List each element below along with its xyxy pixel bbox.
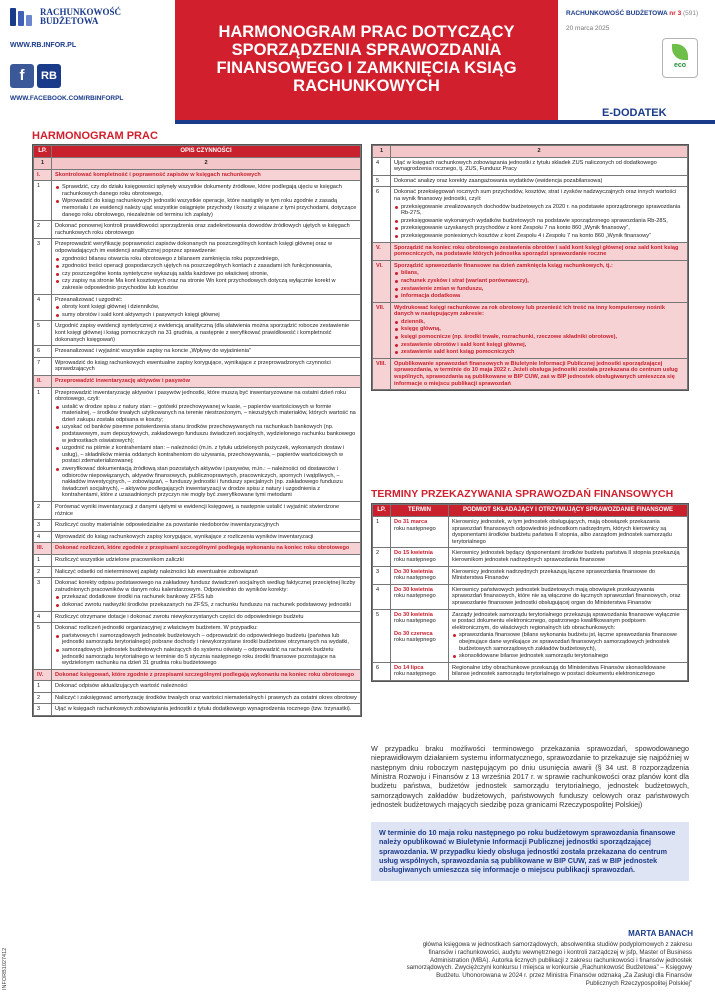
row-text: Wydrukować księgi rachunkowe za rok obrotowy lub przenieść ich treść na inny komputerowy nośnik danych w następującym zakresie: (394, 304, 665, 318)
bullet-item: skonsolidowane bilanse jednostek samorządu terytorialnego (452, 653, 684, 660)
leaf-icon (672, 44, 688, 60)
issue-number: nr 3 (669, 10, 682, 17)
col-number-2: 2 (52, 158, 361, 170)
row-lp: 3 (34, 239, 52, 294)
row-text-cell (52, 704, 361, 716)
termin-date: Do 30 kwietnia (394, 611, 433, 618)
terminy-body (373, 517, 688, 681)
row-text-cell (52, 669, 361, 681)
row-text-cell (52, 346, 361, 358)
row-lp: IV. (34, 669, 52, 681)
row-lp: 3 (34, 520, 52, 532)
row-termin (391, 609, 449, 662)
table-row (34, 704, 361, 716)
article-paragraph: W przypadku braku możliwości terminowego przekazania sprawozdań, spowodowanego nieprawidłowym działaniem systemu informatycznego, sprawozdanie to przekazuje się najpóźniej w następnym dniu roboczym następującym po dniu usunięcia awarii (§ 34 ust. 8 rozporządzenia Ministra Rozwoju i Finansów z 13 września 2017 r. w sprawie rachunkowości oraz planów kont dla budżetu państwa, budżetów jednostek samorządu terytorialnego, jednostek budżetowych, samorządowych zakładów budżetowych, państwowych funduszy celowych oraz państwowych jednostek budżetowych mających siedzibę poza granicami Rzeczypospolitej Polskiej) (371, 744, 689, 810)
row-text: Przeanalizować i wyjaśnić wszystkie zapisy na koncie „Wpływy do wyjaśnienia” (55, 348, 251, 355)
row-text-cell (52, 321, 361, 346)
row-lp: 4 (373, 584, 391, 609)
row-text-cell (52, 531, 361, 543)
bullet-item: samorządowych jednostek budżetowych należących do systemu oświaty – odprowadzić na rachunek budżetu jednostki samorządu terytorialnego w terminie do 5 stycznia następnego roku środki finansowe pozostające na wydzielonym rachunku na dzień 31 grudnia roku budżetowego (55, 647, 357, 667)
row-text: Dokonać rozliczeń jednostki organizacyjnej z właściwym budżetem. W przypadku: (55, 625, 258, 632)
harmonogram-left-body (34, 169, 361, 715)
row-lp: 3 (34, 578, 52, 611)
bullet-item: Wprowadzić do ksiąg rachunkowych jednostki wszystkie operacje, które nastąpiły w tym roku zgodnie z zasadą memoriału i ze ewidencji należy ująć wszystkie osiągnięte przychody i koszty z wiązane z tymi przychodami, dotyczące danego roku obrotowego, niezależnie od terminu ich zapłaty) (55, 198, 357, 218)
row-text: Sporządzić na koniec roku obrotowego zestawienia obrotów i sald kont księgi głównej oraz sald kont ksiąg pomocniczych, na podstawie których jednostka sporządzi sprawozdanie roczne (394, 244, 679, 258)
section-row (34, 169, 361, 181)
bullet-item: państwowych i samorządowych jednostek budżetowych – odprowadzić do odpowiedniego budżetu (państwa lub jednostki samorządu terytorialnego) pobrane dochody i niewykorzystane środki budżetowe otrzymanych na wydatki, (55, 633, 357, 646)
author-name: MARTA BANACH (628, 929, 693, 938)
row-text-cell (449, 609, 688, 662)
bullet-item: zweryfikować dokumentacją źródłową stan pozostałych aktywów i pasywów, m.in.: – należności od dostawców i odbiorców niepowiązanych, aktywów finansowych, publicznoprawnych, pracowniczych, spornych i wątpliwych, – nakładów inwestycyjnych, – zobowiązań, – funduszy jednostki i funduszy specjalnych (np. zakładowego funduszu świadczeń socjalnych), – aktywów podlegających inwentaryzacji w drodze spisu z natury i uzgodnienia z kontrahentami, które z uzasadnionych przyczyn nie mogły być zweryfikowane tymi metodami (55, 466, 357, 499)
row-lp: 6 (34, 346, 52, 358)
row-termin (391, 548, 449, 566)
issue-name: RACHUNKOWOŚĆ BUDŻETOWA (566, 10, 668, 17)
social-icons (10, 64, 61, 88)
row-text: Kierownicy jednostek będący dysponentami środków budżetu państwa II stopnia przekazują kierownikom jednostek nadrzędnych sprawozdania finansowe (452, 550, 680, 564)
row-text: Dokonać korekty odpisu podstawowego na zakładowy fundusz świadczeń socjalnych według faktycznej przeciętnej liczby zatrudnionych pracowników w danym roku kalendarzowym. Odpowiednio do wyników korekty: (55, 580, 356, 593)
section-row (34, 669, 361, 681)
row-lp: 2 (34, 566, 52, 578)
termin-date: Do 15 kwietnia (394, 550, 433, 557)
terminy-col-termin: TERMIN (391, 505, 449, 517)
bullet-item: dziennik, (394, 319, 684, 326)
section-row (373, 242, 688, 260)
row-text-cell (52, 566, 361, 578)
bullet-item: księgi pomocnicze (np. środki trwałe, rozrachunki, rzeczowe składniki obrotowe), (394, 334, 684, 341)
bullet-item: uzgodnić na piśmie z kontrahentami stan: – należności (m.in. z tytułu udzielonych pożyczek, wykonanych dostaw i usług), – składników mienia oddanych kontrahentom do używania, przechowywania, – papierów wartościowych w postaci zdematerializowanej; (55, 445, 357, 465)
table-row (34, 623, 361, 670)
row-lp: 4 (34, 611, 52, 623)
issue-date: 20 marca 2025 (566, 25, 610, 32)
termin-note: roku następnego (394, 575, 436, 582)
table-row (34, 531, 361, 543)
row-lp: 5 (373, 175, 391, 187)
row-text: Wprowadzić do ksiąg rachunkowych zapisy korygujące, wynikające z rozliczenia wyników inwentaryzacji (55, 533, 314, 540)
eco-badge (662, 38, 698, 78)
facebook-icon[interactable]: f (10, 64, 34, 88)
row-text: Ująć w księgach rachunkowych zobowiązania jednostki z tytułu dodatkowego wynagrodzenia rocznego (tzw. trzynastki). (55, 706, 352, 713)
terminy-table (371, 503, 689, 682)
row-lp: 3 (34, 704, 52, 716)
bullet-item: sumy obrotów i sald kont aktywnych i pasywnych księgi głównej (55, 312, 357, 319)
bullet-item: sprawozdania finansowe (bilans wykonania budżetu jst, łączne sprawozdania finansowe obejmujące dane wynikające ze sprawozdań finansowych samorządowych jednostek budżetowych samorządowych zakładów budżetowych), (452, 632, 684, 652)
table-row (34, 681, 361, 693)
row-text: Rozliczyć otrzymane dotacje i dokonać zwrotu niewykorzystanych części do odpowiedniego budżetu (55, 613, 304, 620)
bullet-item: obroty kont księgi głównej i dzienników, (55, 304, 357, 311)
termin-date-2: Do 30 czerwca (394, 630, 433, 637)
table-row (34, 520, 361, 532)
bullet-item: dokonać zwrotu nadwyżki środków przekazanych na ZFŚS, z rachunku funduszu na rachunek podstawowy jednostki (55, 602, 357, 609)
bullet-item: ustalić w drodze spisu z natury stan: – gotówki przechowywanej w kasie, – papierów wartościowych w formie materialnej, – środków trwałych użytkowanych na terenie niestrzeżonym, – niezużytych materiałów, których wartość na dzień zakupu została odpisana w koszty; (55, 404, 357, 424)
table-row (34, 387, 361, 502)
row-text-cell (52, 520, 361, 532)
row-text: Dokonać ponownej kontroli prawidłowości sporządzenia oraz zadekretowania dowodów źródłowych ujętych w księgach rachunkowych roku obrotowego (55, 223, 350, 236)
bullet-item: przeksięgowanie poniesionych kosztów z kont Zespołu 4 i Zespołu 7 na konto 860 „Wynik finansowy” (394, 233, 684, 240)
issue-sub: (591) (683, 10, 699, 17)
bullet-item: przekazać dodatkowe środki na rachunek bankowy ZFŚS lub (55, 594, 357, 601)
section-row (34, 375, 361, 387)
table-row (373, 187, 688, 242)
row-text-cell (52, 239, 361, 294)
row-text: Dokonać odpisów aktualizujących wartość należności (55, 683, 188, 690)
table-row (34, 357, 361, 375)
row-text: Dokonać rozliczeń, które zgodnie z przepisami szczególnymi podlegają wykonaniu na koniec roku obrotowego (55, 545, 350, 552)
bullet-item: zgodności treści operacji gospodarczych ujętych na poszczególnych kontach z zasadami ich funkcjonowania, (55, 263, 357, 270)
row-text-cell (449, 662, 688, 680)
row-lp: VII. (373, 302, 391, 358)
termin-note-2: roku następnego (394, 637, 436, 644)
row-lp: I. (34, 169, 52, 181)
table-row (373, 548, 688, 566)
row-lp: 4 (373, 157, 391, 175)
row-lp: 1 (34, 387, 52, 502)
author-bio: główna księgowa w jednostkach samorządowych, absolwentka studiów podyplomowych z zakresu finansów i rachunkowości, audytu wewnętrznego i kontroli zarządczej w jsfp, Master of Business Administration (MBA). Autorka licznych publikacji z zakresu rachunkowości i finansów jednostek samorządowych. Zwyciężczyni konkursu I miejsca w konkursie „Rachunkowość Budżetowa” – Księgowy Budżetu. Uhonorowana w 2024 r. przez Ministra Finansów odznaką „Za Zasługi dla Finansów Publicznych Rzeczypospolitej Polskiej” (406, 941, 692, 987)
row-text: Przeprowadzić weryfikację poprawności zapisów dokonanych na poszczególnych kontach księgi głównej oraz w odpowiadających im ewidencji analitycznej poprzez sprawdzenie: (55, 241, 333, 255)
row-text-cell (52, 181, 361, 221)
termin-date: Do 30 kwietnia (394, 586, 433, 593)
terminy-col-podmiot: PODMIOT SKŁADAJĄCY I OTRZYMUJĄCY SPRAWOZDANIE FINANSOWE (449, 505, 688, 517)
row-termin (391, 662, 449, 680)
row-text-cell (449, 566, 688, 584)
issue-info (558, 0, 715, 120)
row-text-cell (52, 375, 361, 387)
section-row (373, 358, 688, 389)
edition-label: E-DODATEK (602, 107, 667, 119)
row-text-cell (52, 221, 361, 239)
bullet-item: zestawienie zmian w funduszu, (394, 286, 684, 293)
title-banner (175, 0, 558, 120)
bullet-item: zestawienie obrotów i sald kont księgi głównej, (394, 342, 684, 349)
row-lp: 1 (34, 681, 52, 693)
row-text: Rozliczyć wszystkie udzielone pracownikom zaliczki (55, 556, 184, 563)
row-text-cell (449, 517, 688, 548)
row-text: Uzgodnić zapisy ewidencji syntetycznej z ewidencją analityczną (dla ułatwienia można sporządzić robocze zestawienie kont księgi głównej i ksiąg pomocniczych na 31 grudnia, a następnie z weryfikować prawidłowość i kompletność dokonanych księgowań) (55, 323, 350, 343)
row-text: Regionalne izby obrachunkowe przekazują do Ministerstwa Finansów skonsolidowane bilanse jednostek samorządu terytorialnego w postaci dokumentu elektronicznego (452, 664, 666, 678)
site-url-link[interactable]: WWW.RB.INFOR.PL (10, 42, 77, 49)
table-row (34, 502, 361, 520)
table-row (34, 321, 361, 346)
row-text-cell (52, 692, 361, 704)
table-row (373, 175, 688, 187)
row-text: Kierownicy jednostek nadrzędnych przekazują łączne sprawozdania finansowe do Ministerstwa Finansów (452, 568, 656, 582)
row-text: Kierownicy państwowych jednostek budżetowych mają obowiązek przekazywania sprawozdań finansowych, które nie są włączone do łącznych sprawozdań finansowych, oraz sprawozdanie finansowe jednostki obsługującej organ do Ministerstwa Finansów (452, 586, 681, 607)
side-code: INFORB1027412 (2, 947, 8, 990)
issue-label (566, 10, 698, 18)
bullet-item: bilans, (394, 270, 684, 277)
termin-date: Do 31 marca (394, 519, 428, 526)
row-text: Porównać wyniki inwentaryzacji z danymi ujętymi w ewidencji księgowej, a następnie ustalić i wyjaśnić stwierdzone różnice (55, 504, 340, 517)
row-text-cell (52, 502, 361, 520)
rb-social-icon[interactable]: RB (37, 64, 61, 88)
row-text-cell (52, 357, 361, 375)
row-text-cell (52, 169, 361, 181)
harmonogram-right-body (373, 157, 688, 390)
row-text-cell (52, 387, 361, 502)
table-row (34, 181, 361, 221)
header-stripe (175, 120, 715, 124)
row-lp: 1 (34, 181, 52, 221)
row-termin (391, 517, 449, 548)
row-text-cell (52, 681, 361, 693)
bullet-item: rachunek zysków i strat (wariant porównawczy), (394, 278, 684, 285)
row-lp: 3 (373, 566, 391, 584)
row-lp: 1 (34, 554, 52, 566)
table-row (34, 294, 361, 321)
row-text: Sporządzić sprawozdanie finansowe na dzień zamknięcia ksiąg rachunkowych, tj.: (394, 262, 613, 269)
section-row (373, 260, 688, 302)
section-row (34, 543, 361, 555)
table-row (34, 554, 361, 566)
col-opis-header: OPIS CZYNNOŚCI (52, 146, 361, 158)
bullet-item: zgodności bilansu otwarcia roku obrotowego z bilansem zamknięcia roku poprzedniego, (55, 256, 357, 263)
row-text-cell (391, 242, 688, 260)
row-text-cell (52, 578, 361, 611)
row-termin (391, 566, 449, 584)
row-text: Kierownicy jednostek, w tym jednostek obsługujących, mają obowiązek przekazania sprawozdań finansowych odpowiednio jednostkom nadrzędnym, których kierownicy są dysponentami środków budżetu państwa II stopnia, albo zarządom jednostek samorządu terytorialnego (452, 519, 672, 545)
termin-note: roku następnego (394, 671, 436, 678)
row-lp: 4 (34, 294, 52, 321)
table-row (34, 221, 361, 239)
bullet-item: czy zapisy na stronie Ma kont kosztowych oraz na stronie Wn kont przychodowych dotyczą wyłącznie korekt w zakresie odpowiednio przychodów lub kosztów (55, 278, 357, 291)
facebook-url-link[interactable]: WWW.FACEBOOK.COM/RBINFORPL (10, 95, 124, 102)
row-lp: 2 (373, 548, 391, 566)
row-text-cell (52, 554, 361, 566)
logo-line1: RACHUNKOWOŚĆ (40, 6, 122, 17)
col-number-1: 1 (34, 158, 52, 170)
bullet-item: informacja dodatkowa (394, 293, 684, 300)
table-row (373, 157, 688, 175)
termin-note: roku następnego (394, 557, 436, 564)
brand-logo[interactable] (8, 6, 121, 28)
row-lp: VIII. (373, 358, 391, 389)
table-row (373, 566, 688, 584)
row-text-cell (391, 175, 688, 187)
row-text: Przeprowadzić inwentaryzację aktywów i pasywów jednostki, które muszą być inwentaryzowane na ostatni dzień roku obrotowego, czyli: (55, 389, 347, 403)
row-text: Skontrolować kompletność i poprawność zapisów w księgach rachunkowych (55, 171, 261, 178)
row-text-cell (391, 187, 688, 242)
row-lp: 5 (34, 321, 52, 346)
bullet-item: Sprawdzić, czy do działu księgowości spłynęły wszystkie dokumenty źródłowe, które podlegają ujęciu w księgach rachunkowych danego roku obrotowego, (55, 184, 357, 197)
header (0, 0, 715, 120)
col-lp-header: LP. (34, 146, 52, 158)
row-text: Rozliczyć osoby materialnie odpowiedzialne za powstanie niedoborów inwentaryzacyjnych (55, 522, 279, 529)
termin-date: Do 14 lipca (394, 664, 424, 671)
terminy-title: TERMINY PRZEKAZYWANIA SPRAWOZDAŃ FINANSOWYCH (371, 488, 674, 500)
bullet-item: zestawienie sald kont ksiąg pomocniczych (394, 349, 684, 356)
highlight-box: W terminie do 10 maja roku następnego po roku budżetowym sprawozdania finansowe należy opublikować w Biuletynie Informacji Publicznej jednostki sporządzającej sprawozdania. W przypadku kiedy obsługa jednostki została przekazana do centrum usług wspólnych, sprawozdania są publikowane w BIP CUW, zaś w BIP jednostek obsługiwanych umieszcza się informacje o miejscu publikacji sprawozdań. (371, 822, 689, 881)
table-row (34, 692, 361, 704)
row-text-cell (52, 543, 361, 555)
row-text: Wprowadzić do ksiąg rachunkowych ewentualne zapisy korygujące, wynikające z przeprowadzonych czynności sprawdzających (55, 359, 331, 373)
terminy-col-lp: LP. (373, 505, 391, 517)
col-number-1-right: 1 (373, 146, 391, 158)
termin-note: roku następnego (394, 525, 436, 532)
col-number-2-right: 2 (391, 146, 688, 158)
table-row (373, 584, 688, 609)
row-lp: VI. (373, 260, 391, 302)
row-text: Opublikowanie sprawozdań finansowych w Biuletynie Informacji Publicznej jednostki sporządzającej sprawozdania, w terminie do 10 maja 2022 r. Jeżeli obsługa jednostki została przekazana do centrum usług wspólnych, sprawozdania są publikowane w BIP CUW, zaś w BIP jednostek obsługiwanych umieszcza się informacje o miejscu publikacji sprawozdań (394, 360, 678, 387)
row-lp: 2 (34, 692, 52, 704)
row-text: Naliczyć odsetki od nieterminowej zapłaty należności lub ewentualnie zobowiązań (55, 568, 258, 575)
row-text: Dokonać analizy oraz korekty zaangażowania wydatków (ewidencja pozabilansowa) (394, 177, 603, 184)
logo-line2: BUDŻETOWA (40, 16, 99, 26)
row-lp: 2 (34, 502, 52, 520)
row-text-cell (391, 302, 688, 358)
table-row (34, 346, 361, 358)
table-row (373, 662, 688, 680)
bullet-item: przeksięgowanie wykonanych wydatków budżetowych na podstawie sporządzonego sprawozdania Rb-28S, (394, 218, 684, 225)
row-lp: 5 (373, 609, 391, 662)
row-lp: 5 (34, 623, 52, 670)
termin-date: Do 30 kwietnia (394, 568, 433, 575)
row-text: Naliczyć i zaksięgować amortyzację środków trwałych oraz wartości niematerialnych i prawnych za ostatni okres obrotowy (55, 694, 357, 701)
row-lp: V. (373, 242, 391, 260)
row-lp: 7 (34, 357, 52, 375)
row-termin (391, 584, 449, 609)
table-row (373, 609, 688, 662)
row-text-cell (52, 611, 361, 623)
table-row (373, 517, 688, 548)
harmonogram-title: HARMONOGRAM PRAC (32, 130, 158, 142)
bullet-item: księgę główną, (394, 326, 684, 333)
logo-text (40, 8, 121, 27)
table-row (34, 239, 361, 294)
row-text-cell (391, 358, 688, 389)
bullet-item: uzyskać od banków pisemne potwierdzenia stanu środków przechowywanych na rachunkach bankowych (np. podstawowym, sum depozytowych, zakładowego funduszu świadczeń socjalnych, wydzielonego rachunku bankowego w jednostkach oświatowych); (55, 424, 357, 444)
row-lp: 1 (373, 517, 391, 548)
bullet-item: przeksięgowanie uzyskanych przychodów z kont Zespołu 7 na konto 860 „Wynik finansowy”, (394, 225, 684, 232)
section-row (373, 302, 688, 358)
row-lp: 4 (34, 531, 52, 543)
bullet-item: przeksięgowanie zrealizowanych dochodów budżetowych za 2020 r. na podstawie sporządzonego sprawozdania Rb-27S, (394, 204, 684, 217)
rb-logo-icon (8, 6, 36, 28)
termin-note: roku następnego (394, 593, 436, 600)
eco-label: eco (673, 62, 687, 69)
table-row (34, 578, 361, 611)
table-row (34, 611, 361, 623)
page-title: HARMONOGRAM PRAC DOTYCZĄCY SPORZĄDZENIA SPRAWOZDANIA FINANSOWEGO I ZAMKNIĘCIA KSIĄG RACHUNKOWYCH (216, 23, 517, 95)
row-lp: 6 (373, 187, 391, 242)
row-text-cell (52, 294, 361, 321)
row-lp: II. (34, 375, 52, 387)
row-text: Przeprowadzić inwentaryzację aktywów i pasywów (55, 377, 190, 384)
bullet-item: czy poszczególne konta syntetyczne wykazują salda każdowe po właściwej stronie, (55, 271, 357, 278)
row-text-cell (52, 623, 361, 670)
harmonogram-table-left (32, 144, 362, 717)
harmonogram-table-right (371, 144, 689, 391)
row-text: Przeanalizować i uzgodnić: (55, 296, 123, 303)
row-text-cell (449, 548, 688, 566)
row-lp: 6 (373, 662, 391, 680)
row-text: Ująć w księgach rachunkowych zobowiązania jednostki z tytułu składek ZUS naliczonych od dodatkowego wynagrodzenia rocznego, tj. ZUS, Fundusz Pracy (394, 159, 657, 173)
row-text-cell (449, 584, 688, 609)
termin-note: roku następnego (394, 618, 436, 625)
header-brand (0, 0, 175, 120)
row-lp: III. (34, 543, 52, 555)
row-text: Zarządy jednostek samorządu terytorialnego przekazują sprawozdania finansowe wyłącznie w postaci dokumentu elektronicznego, opatrzonego kwalifikowanym podpisem elektronicznym, do właściwych regionalnych izb obrachunkowych: (452, 611, 680, 631)
row-text: Dokonać przeksięgowań rocznych sum przychodów, kosztów, strat i zysków nadzwyczajnych oraz innych wartości na wynik finansowy jednostki, czyli: (394, 189, 677, 202)
row-text-cell (391, 157, 688, 175)
row-lp: 2 (34, 221, 52, 239)
row-text-cell (391, 260, 688, 302)
table-row (34, 566, 361, 578)
row-text: Dokonać księgowań, które zgodnie z przepisami szczególnymi podlegają wykonaniu na koniec roku obrotowego (55, 671, 355, 678)
